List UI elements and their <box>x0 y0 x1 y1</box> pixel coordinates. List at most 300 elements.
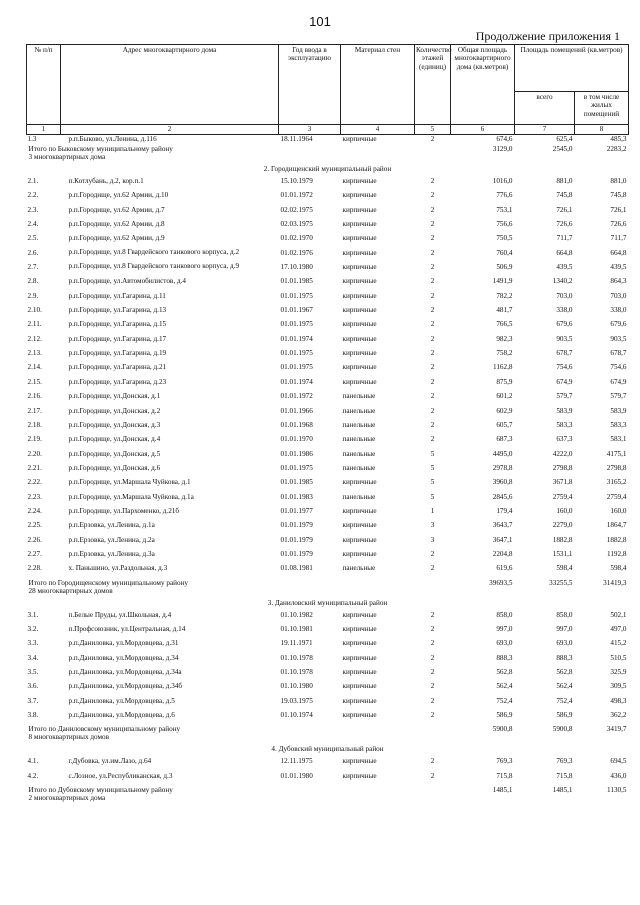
page-number: 101 <box>309 14 331 29</box>
row-floors: 2 <box>430 334 435 343</box>
row-year: 02.02.1975 <box>280 205 313 214</box>
row-number: 2.5. <box>27 234 39 243</box>
row-floors: 2 <box>430 306 435 315</box>
row-address: р.п.Городище, ул.62 Армии, д.9 <box>68 234 165 243</box>
table-row <box>27 435 629 449</box>
row-area-all: 858,0 <box>556 610 573 619</box>
row-floors: 2 <box>430 277 435 286</box>
row-wall-material: кирпичные <box>342 334 377 343</box>
row-wall-material: панельные <box>342 463 376 472</box>
row-area-residential: 703,0 <box>610 291 627 300</box>
row-number: 2.25. <box>27 521 42 530</box>
row-year: 01.01.1972 <box>280 392 313 401</box>
row-number: 3.2. <box>27 624 39 633</box>
table-row <box>27 757 629 771</box>
row-area-all: 997,0 <box>556 624 573 633</box>
row-wall-material: кирпичные <box>342 248 377 257</box>
row-total-area: 997,0 <box>496 624 513 633</box>
row-wall-material: кирпичные <box>342 363 377 372</box>
header-all: всего <box>515 92 575 125</box>
row-number: 3.3. <box>27 639 39 648</box>
row-area-residential: 1864,7 <box>606 521 627 530</box>
header-address: Адрес многоквартирного дома <box>61 45 279 125</box>
row-wall-material: кирпичные <box>342 349 377 358</box>
table-row <box>27 349 629 363</box>
row-year: 01.10.1978 <box>280 668 313 676</box>
row-number: 2.21. <box>27 463 42 472</box>
row-year: 01.01.1975 <box>280 320 313 329</box>
district-total-row <box>27 725 629 745</box>
row-address: р.п.Ерзовка, ул.Ленина, д.1а <box>68 521 155 530</box>
table-row <box>27 363 629 377</box>
total-subtitle: 3 многоквартирных дома <box>28 153 106 161</box>
row-area-all: 562,8 <box>556 668 573 676</box>
row-number: 2.8. <box>27 277 39 286</box>
row-area-residential: 498,3 <box>610 696 627 705</box>
district-header-row <box>27 599 629 611</box>
total-label-cell <box>27 786 451 806</box>
table-row <box>27 711 629 725</box>
row-address: р.п.Быково, ул.Ленина, д.116 <box>68 135 157 143</box>
row-floors: 2 <box>430 349 435 358</box>
row-address: р.п.Городище, ул.Донская, д.3 <box>68 420 161 429</box>
row-area-residential: 510,5 <box>610 653 627 662</box>
row-area-all: 4222,0 <box>552 449 573 458</box>
row-total-area: 760,4 <box>496 248 513 257</box>
row-address: р.п.Городище, ул.Гагарина, д.17 <box>68 334 167 343</box>
table-row <box>27 263 629 277</box>
row-total-area: 506,9 <box>496 263 513 272</box>
row-number: 3.4. <box>27 653 39 662</box>
row-area-residential: 678,7 <box>610 349 627 358</box>
row-total-area: 888,3 <box>496 653 513 662</box>
row-total-area: 674,6 <box>496 135 513 143</box>
row-area-residential: 325,9 <box>610 668 627 676</box>
row-floors: 2 <box>430 263 435 272</box>
total-label-cell <box>27 145 451 165</box>
row-year: 01.01.1968 <box>280 420 313 429</box>
row-address: р.п.Городище, ул.Автомобилистов, д.4 <box>68 277 186 286</box>
row-area-residential: 338,0 <box>610 306 627 315</box>
row-year: 01.01.1985 <box>280 277 313 286</box>
total-area-all: 1485,1 <box>552 786 573 795</box>
row-total-area: 3960,8 <box>492 478 513 487</box>
row-number: 2.19. <box>27 435 42 444</box>
row-year: 01.02.1976 <box>280 248 313 257</box>
col-number: 5 <box>415 125 451 135</box>
row-wall-material: кирпичные <box>342 610 377 619</box>
row-number: 2.11. <box>27 320 42 329</box>
row-year: 19.11.1971 <box>280 639 313 648</box>
row-total-area: 752,4 <box>496 696 513 705</box>
row-area-residential: 2798,8 <box>606 463 627 472</box>
row-area-all: 2759,4 <box>552 492 573 501</box>
total-area-all: 2545,0 <box>552 145 573 153</box>
row-wall-material: кирпичные <box>342 135 377 143</box>
row-total-area: 766,5 <box>496 320 513 329</box>
header-premises-area: Площадь помещений (кв.метров) <box>515 45 629 92</box>
row-area-residential: 3165,2 <box>606 478 627 487</box>
row-floors: 2 <box>430 564 435 573</box>
row-area-residential: 674,9 <box>610 377 627 386</box>
table-row <box>27 335 629 349</box>
row-area-all: 754,6 <box>556 363 573 372</box>
row-wall-material: кирпичные <box>342 549 377 558</box>
row-area-residential: 160,0 <box>610 506 627 515</box>
row-wall-material: кирпичные <box>342 320 377 329</box>
row-total-area: 605,7 <box>496 420 513 429</box>
col-number: 6 <box>451 125 515 135</box>
row-year: 15.10.1979 <box>280 177 313 185</box>
row-number: 2.17. <box>27 406 42 415</box>
row-area-all: 586,9 <box>556 711 573 720</box>
row-total-area: 3647,1 <box>492 535 513 544</box>
row-number: 2.7. <box>27 263 39 272</box>
row-area-all: 625,4 <box>556 135 573 143</box>
row-area-residential: 694,5 <box>610 757 627 766</box>
row-year: 01.01.1966 <box>280 406 313 415</box>
total-subtitle: 2 многоквартирных дома <box>28 794 106 803</box>
row-floors: 2 <box>430 248 435 257</box>
row-area-all: 160,0 <box>556 506 573 515</box>
row-year: 01.01.1975 <box>280 291 313 300</box>
row-year: 19.03.1975 <box>280 696 313 705</box>
row-wall-material: кирпичные <box>342 377 377 386</box>
table-row <box>27 378 629 392</box>
row-total-area: 179,4 <box>496 506 513 515</box>
total-area-sum: 39693,5 <box>489 578 513 587</box>
table-row <box>27 654 629 668</box>
row-total-area: 3643,7 <box>492 521 513 530</box>
row-area-residential: 439,5 <box>610 263 627 272</box>
row-address: р.п.Городище, ул.Гагарина, д.13 <box>68 306 167 315</box>
table-row <box>27 421 629 435</box>
row-address: р.п.Городище, ул.Донская, д.5 <box>68 449 161 458</box>
row-total-area: 858,0 <box>496 610 513 619</box>
row-total-area: 562,8 <box>496 668 513 676</box>
row-year: 01.01.1983 <box>280 492 313 501</box>
row-year: 01.01.1985 <box>280 478 313 487</box>
row-total-area: 875,9 <box>496 377 513 386</box>
table-row <box>27 697 629 711</box>
row-number: 4.2. <box>27 771 39 780</box>
row-area-all: 903,5 <box>556 334 573 343</box>
row-wall-material: кирпичные <box>342 277 377 286</box>
row-number: 2.10. <box>27 306 42 315</box>
row-total-area: 2204,8 <box>492 549 513 558</box>
row-year: 18.11.1964 <box>280 135 313 143</box>
row-wall-material: кирпичные <box>342 757 377 766</box>
row-floors: 2 <box>430 205 435 214</box>
row-area-residential: 1882,8 <box>606 535 627 544</box>
row-wall-material: панельные <box>342 406 376 415</box>
row-number: 4.1. <box>27 757 39 766</box>
table-row <box>27 668 629 682</box>
row-area-all: 674,9 <box>556 377 573 386</box>
table-row <box>27 306 629 320</box>
row-wall-material: панельные <box>342 492 376 501</box>
row-year: 12.11.1975 <box>280 757 313 766</box>
row-wall-material: кирпичные <box>342 191 377 200</box>
row-wall-material: кирпичные <box>342 696 377 705</box>
header-total-area: Общая площадь многоквартирного дома (кв.метров) <box>451 45 515 125</box>
total-area-sum: 5900,8 <box>492 725 513 734</box>
row-number: 2.23. <box>27 492 42 501</box>
table-row <box>27 478 629 492</box>
row-total-area: 687,3 <box>496 435 513 444</box>
table-row <box>27 249 629 263</box>
row-floors: 2 <box>430 320 435 329</box>
row-area-all: 1340,2 <box>552 277 573 286</box>
row-year: 01.01.1977 <box>280 506 313 515</box>
row-number: 2.13. <box>27 349 42 358</box>
row-total-area: 776,6 <box>496 191 513 200</box>
row-wall-material: кирпичные <box>342 653 377 662</box>
row-address: р.п.Городище, ул.Пархоменко, д.21б <box>68 506 180 515</box>
row-total-area: 1162,8 <box>493 363 513 372</box>
row-wall-material: панельные <box>342 449 376 458</box>
row-wall-material: кирпичные <box>342 177 377 185</box>
row-area-residential: 754,6 <box>610 363 627 372</box>
row-floors: 2 <box>430 624 435 633</box>
row-area-residential: 415,2 <box>610 639 627 648</box>
district-header-row <box>27 745 629 757</box>
district-total-row <box>27 579 629 599</box>
row-area-all: 745,8 <box>556 191 573 200</box>
row-floors: 2 <box>430 549 435 558</box>
total-area-residential: 31419,3 <box>603 578 627 587</box>
total-area-residential: 1130,5 <box>607 786 627 795</box>
row-area-all: 679,6 <box>556 320 573 329</box>
row-number: 2.26. <box>27 535 42 544</box>
row-wall-material: кирпичные <box>342 234 377 243</box>
row-total-area: 2845,6 <box>492 492 513 501</box>
row-area-residential: 881,0 <box>610 177 627 185</box>
row-total-area: 693,0 <box>496 639 513 648</box>
row-wall-material: кирпичные <box>342 535 377 544</box>
row-wall-material: кирпичные <box>342 711 377 720</box>
row-address: р.п.Городище, ул.Гагарина, д.21 <box>68 363 167 372</box>
row-year: 01.02.1970 <box>280 234 313 243</box>
row-area-residential: 497,0 <box>610 624 627 633</box>
row-total-area: 4495,0 <box>492 449 513 458</box>
row-area-all: 579,7 <box>556 392 573 401</box>
row-floors: 2 <box>430 771 435 780</box>
table-row <box>27 464 629 478</box>
row-number: 3.6. <box>27 682 39 691</box>
row-wall-material: кирпичные <box>342 682 377 691</box>
row-area-all: 726,1 <box>556 205 573 214</box>
total-area-all: 33255,5 <box>549 578 573 587</box>
row-address: р.п.Городище, ул.62 Армии, д.7 <box>68 205 165 214</box>
row-floors: 3 <box>430 521 435 530</box>
table-row <box>27 625 629 639</box>
total-subtitle: 28 многоквартирных домов <box>28 586 113 595</box>
row-total-area: 750,5 <box>496 234 513 243</box>
row-address: р.п.Даниловка, ул.Мордовцева, д.34б <box>68 682 183 691</box>
total-label: Итого по Городищенскому муниципальному району <box>28 578 189 587</box>
table-row <box>27 536 629 550</box>
row-total-area: 758,2 <box>496 349 513 358</box>
col-number: 1 <box>27 125 61 135</box>
row-area-residential: 583,3 <box>610 420 627 429</box>
row-floors: 2 <box>430 363 435 372</box>
row-floors: 1 <box>430 506 435 515</box>
row-total-area: 619,6 <box>496 564 513 573</box>
total-subtitle: 8 многоквартирных домов <box>28 733 110 742</box>
row-floors: 2 <box>430 191 435 200</box>
row-floors: 3 <box>430 535 435 544</box>
row-year: 01.01.1975 <box>280 363 313 372</box>
row-address: р.п.Даниловка, ул.Мордовцева, д.34а <box>68 668 182 676</box>
row-number: 2.1. <box>27 177 39 185</box>
row-total-area: 1016,0 <box>492 177 513 185</box>
row-address: р.п.Городище, ул.Донская, д.2 <box>68 406 161 415</box>
total-area-residential: 3419,7 <box>606 725 627 734</box>
row-address: р.п.Городище, ул.Гагарина, д.23 <box>68 377 167 386</box>
row-year: 02.03.1975 <box>280 220 313 229</box>
row-floors: 2 <box>430 220 435 229</box>
row-area-all: 2798,8 <box>552 463 573 472</box>
table-row <box>27 234 629 248</box>
row-area-all: 1882,8 <box>552 535 573 544</box>
row-floors: 2 <box>430 435 435 444</box>
row-wall-material: кирпичные <box>342 478 377 487</box>
table-row <box>27 521 629 535</box>
table-row <box>27 639 629 653</box>
row-address: р.п.Городище, ул.8 Гвардейского танкового корпуса, д.9 <box>68 262 240 271</box>
row-year: 01.01.1979 <box>280 549 313 558</box>
total-label: Итого по Быковскому муниципальному району <box>28 145 173 153</box>
row-area-all: 715,8 <box>556 771 573 780</box>
row-year: 01.01.1967 <box>280 306 313 315</box>
row-number: 2.3. <box>27 205 39 214</box>
table-row <box>27 177 629 191</box>
row-address: р.п.Городище, ул.Маршала Чуйкова, д.1 <box>68 478 191 487</box>
row-floors: 2 <box>430 696 435 705</box>
row-address: с.Лозное, ул.Республиканская, д.3 <box>68 771 173 780</box>
row-wall-material: кирпичные <box>342 220 377 229</box>
row-area-all: 726,6 <box>556 220 573 229</box>
row-year: 01.10.1982 <box>280 610 313 619</box>
col-number: 7 <box>515 125 575 135</box>
row-area-residential: 309,5 <box>610 682 627 691</box>
row-total-area: 1491,9 <box>492 277 513 286</box>
table-row <box>27 135 629 146</box>
row-address: р.п.Даниловка, ул.Мордовцева, д.31 <box>68 639 179 648</box>
row-address: р.п.Городище, ул.Маршала Чуйкова, д.1а <box>68 492 194 501</box>
row-number: 1.3 <box>27 135 37 143</box>
row-year: 01.10.1980 <box>280 682 313 691</box>
row-area-residential: 1192,8 <box>607 549 627 558</box>
row-floors: 2 <box>430 291 435 300</box>
row-number: 2.15. <box>27 377 42 386</box>
row-address: п.Профсоюзник, ул.Центральная, д.14 <box>68 624 186 633</box>
row-area-all: 439,5 <box>556 263 573 272</box>
row-number: 3.5. <box>27 668 39 676</box>
row-floors: 2 <box>430 377 435 386</box>
row-address: р.п.Даниловка, ул.Мордовцева, д.5 <box>68 696 175 705</box>
row-area-all: 1531,1 <box>552 549 573 558</box>
row-area-residential: 679,6 <box>610 320 627 329</box>
row-total-area: 982,3 <box>496 334 513 343</box>
row-floors: 5 <box>430 463 435 472</box>
continuation-title: Продолжение приложения 1 <box>475 29 620 43</box>
row-total-area: 715,8 <box>496 771 513 780</box>
row-address: р.п.Городище, ул.62 Армии, д.10 <box>68 191 169 200</box>
row-address: р.п.Городище, ул.Гагарина, д.19 <box>68 349 167 358</box>
row-total-area: 753,1 <box>496 205 513 214</box>
total-area-sum: 1485,1 <box>492 786 513 795</box>
table-row <box>27 611 629 625</box>
row-wall-material: панельные <box>342 564 376 573</box>
row-total-area: 769,3 <box>496 757 513 766</box>
district-title: 4. Дубовский муниципальный район <box>271 745 384 754</box>
table-row <box>27 220 629 234</box>
row-number: 2.16. <box>27 392 42 401</box>
row-area-all: 711,7 <box>556 234 573 243</box>
row-address: п.Белые Пруды, ул.Школьная, д.4 <box>68 610 172 619</box>
row-year: 01.01.1979 <box>280 521 313 530</box>
row-address: р.п.Городище, ул.Донская, д.1 <box>68 392 161 401</box>
row-area-residential: 583,1 <box>610 435 627 444</box>
row-total-area: 562,4 <box>496 682 513 691</box>
row-floors: 5 <box>430 492 435 501</box>
row-year: 01.01.1979 <box>280 535 313 544</box>
row-year: 01.10.1974 <box>280 711 313 720</box>
row-year: 01.01.1975 <box>280 349 313 358</box>
row-address: р.п.Городище, ул.Гагарина, д.15 <box>68 320 167 329</box>
district-header-row <box>27 165 629 177</box>
table-row <box>27 772 629 786</box>
row-total-area: 586,9 <box>496 711 513 720</box>
row-floors: 2 <box>430 420 435 429</box>
row-area-residential: 583,9 <box>610 406 627 415</box>
row-total-area: 481,7 <box>496 306 513 315</box>
table-row <box>27 407 629 421</box>
row-area-residential: 711,7 <box>610 234 627 243</box>
row-year: 01.01.1974 <box>280 377 313 386</box>
row-wall-material: кирпичные <box>342 263 377 272</box>
table-row <box>27 507 629 521</box>
row-address: р.п.Ерзовка, ул.Ленина, д.2а <box>68 535 155 544</box>
row-area-residential: 726,6 <box>610 220 627 229</box>
row-area-all: 678,7 <box>556 349 573 358</box>
table-row <box>27 450 629 464</box>
row-area-all: 881,0 <box>556 177 573 185</box>
row-address: р.п.Городище, ул.Донская, д.6 <box>68 463 161 472</box>
row-address: р.п.Даниловка, ул.Мордовцева, д.6 <box>68 711 175 720</box>
district-title: 3. Даниловский муниципальный район <box>267 598 388 607</box>
header-year: Год ввода в эксплуатацию <box>279 45 341 125</box>
row-number: 2.24. <box>27 506 42 515</box>
total-area-sum: 3129,0 <box>492 145 513 153</box>
row-area-all: 598,4 <box>556 564 573 573</box>
row-floors: 2 <box>430 682 435 691</box>
row-number: 2.9. <box>27 291 39 300</box>
row-year: 01.01.1972 <box>280 191 313 200</box>
row-year: 01.10.1981 <box>280 624 313 633</box>
col-number: 8 <box>575 125 629 135</box>
total-area-residential: 2283,2 <box>606 145 627 153</box>
row-number: 3.1. <box>27 610 39 619</box>
district-total-row <box>27 145 629 165</box>
row-year: 01.01.1974 <box>280 334 313 343</box>
row-total-area: 756,6 <box>496 220 513 229</box>
row-area-all: 637,3 <box>556 435 573 444</box>
row-area-all: 583,9 <box>556 406 573 415</box>
row-floors: 2 <box>430 653 435 662</box>
